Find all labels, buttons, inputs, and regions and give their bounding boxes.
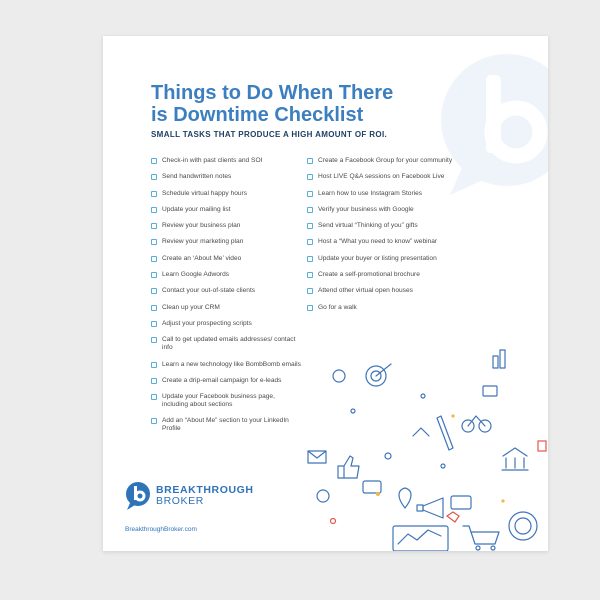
checkbox-icon[interactable] bbox=[151, 394, 157, 400]
checklist-item[interactable] bbox=[151, 377, 301, 385]
checkbox-icon[interactable] bbox=[307, 288, 313, 294]
checkbox-icon[interactable] bbox=[307, 191, 313, 197]
checkbox-icon[interactable] bbox=[151, 288, 157, 294]
checklist-item[interactable] bbox=[151, 206, 301, 214]
checklist-item-label: Verify your business with Google bbox=[318, 205, 414, 213]
checklist-item[interactable] bbox=[151, 287, 301, 295]
marketing-icons-illustration bbox=[293, 316, 548, 551]
checklist-item[interactable] bbox=[151, 336, 301, 352]
checkbox-icon[interactable] bbox=[151, 272, 157, 278]
page-subtitle: SMALL TASKS THAT PRODUCE A HIGH AMOUNT OF ROI. bbox=[151, 130, 388, 139]
bicycle-icon bbox=[462, 416, 491, 432]
checklist-item[interactable] bbox=[151, 238, 301, 246]
monitor-icon bbox=[393, 526, 448, 551]
checklist-item-label: Schedule virtual happy hours bbox=[162, 189, 248, 197]
breakthrough-logo-icon bbox=[125, 481, 151, 511]
checklist-item[interactable] bbox=[307, 238, 477, 246]
megaphone-icon bbox=[417, 498, 443, 518]
checklist-item[interactable] bbox=[307, 222, 477, 230]
checkbox-icon[interactable] bbox=[151, 337, 157, 343]
checklist-item-label: Call to get updated emails addresses/ contact info bbox=[162, 336, 296, 352]
checklist-item-label: Host a “What you need to know” webinar bbox=[318, 238, 438, 246]
checklist-item[interactable] bbox=[307, 157, 477, 165]
checklist-item[interactable] bbox=[307, 190, 477, 198]
checklist-item[interactable] bbox=[151, 393, 301, 409]
checklist-item-label: Create a drip-email campaign for e-leads bbox=[162, 376, 282, 384]
brand-lockup bbox=[125, 481, 254, 511]
checkbox-icon[interactable] bbox=[307, 256, 313, 262]
checklist-item-label: Review your business plan bbox=[162, 222, 241, 230]
checklist-item-label: Learn a new technology like BombBomb emails bbox=[162, 360, 301, 368]
dollar-coin-icon bbox=[317, 490, 329, 502]
bar-chart-icon bbox=[493, 350, 505, 368]
checklist-item-label: Learn how to use Instagram Stories bbox=[318, 189, 423, 197]
checklist-item-label: Attend other virtual open houses bbox=[318, 287, 413, 295]
checklist-item[interactable] bbox=[151, 361, 301, 369]
checklist-item-label: Create a self-promotional brochure bbox=[318, 271, 420, 279]
checklist-item-label: Update your Facebook business page, including about sections bbox=[162, 393, 275, 409]
building-icon bbox=[502, 448, 528, 470]
checkbox-icon[interactable] bbox=[307, 174, 313, 180]
checklist-item[interactable] bbox=[151, 190, 301, 198]
checklist-item-label: Host LIVE Q&A sessions on Facebook Live bbox=[318, 173, 445, 181]
checklist-column-2 bbox=[307, 157, 477, 320]
checkbox-icon[interactable] bbox=[307, 207, 313, 213]
checkbox-icon[interactable] bbox=[307, 272, 313, 278]
checkbox-icon[interactable] bbox=[151, 362, 157, 368]
page-title: Things to Do When There is Downtime Checklist bbox=[151, 82, 394, 126]
checkbox-icon[interactable] bbox=[151, 223, 157, 229]
checklist-item[interactable] bbox=[307, 304, 477, 312]
shopping-cart-icon bbox=[463, 526, 499, 550]
brand-name: BREAKTHROUGH bbox=[156, 484, 254, 496]
brand-subname: BROKER bbox=[156, 495, 204, 507]
checklist-item[interactable] bbox=[307, 206, 477, 214]
checkbox-icon[interactable] bbox=[307, 223, 313, 229]
checklist-item[interactable] bbox=[307, 173, 477, 181]
checklist-item[interactable] bbox=[307, 271, 477, 279]
checklist-item[interactable] bbox=[151, 222, 301, 230]
checklist-item[interactable] bbox=[307, 287, 477, 295]
checkbox-icon[interactable] bbox=[151, 191, 157, 197]
location-pin-icon bbox=[399, 488, 411, 508]
checklist-item[interactable] bbox=[151, 173, 301, 181]
checklist-item-label: Review your marketing plan bbox=[162, 238, 244, 246]
checkbox-icon[interactable] bbox=[151, 305, 157, 311]
checkbox-icon[interactable] bbox=[151, 207, 157, 213]
checkbox-icon[interactable] bbox=[151, 239, 157, 245]
checkbox-icon[interactable] bbox=[151, 174, 157, 180]
checklist-item-label: Send virtual “Thinking of you” gifts bbox=[318, 222, 418, 230]
gauge-icon bbox=[509, 512, 537, 540]
checklist-page bbox=[103, 36, 548, 551]
checklist-item-label: Update your mailing list bbox=[162, 205, 231, 213]
checklist-column-1 bbox=[151, 157, 301, 442]
checkbox-icon[interactable] bbox=[151, 256, 157, 262]
checklist-item-label: Update your buyer or listing presentation bbox=[318, 254, 437, 262]
website-link[interactable]: BreakthroughBroker.com bbox=[125, 526, 197, 533]
checklist-item-label: Add an “About Me” section to your LinkedIn Profile bbox=[162, 417, 289, 433]
checklist-item[interactable] bbox=[151, 304, 301, 312]
checkbox-icon[interactable] bbox=[307, 239, 313, 245]
checklist-item-label: Send handwritten notes bbox=[162, 173, 232, 181]
thumbs-up-icon bbox=[338, 456, 359, 478]
checkbox-icon[interactable] bbox=[151, 158, 157, 164]
checklist-item-label: Create a Facebook Group for your community bbox=[318, 157, 453, 164]
checklist-item-label: Create an ‘About Me’ video bbox=[162, 254, 242, 262]
target-icon bbox=[366, 364, 391, 386]
checklist-item[interactable] bbox=[151, 417, 301, 433]
pen-icon bbox=[437, 416, 453, 450]
checkbox-icon[interactable] bbox=[307, 305, 313, 311]
checklist-item[interactable] bbox=[151, 271, 301, 279]
checklist-item-label: Check-in with past clients and SOI bbox=[162, 157, 263, 164]
checklist-item-label: Learn Google Adwords bbox=[162, 271, 230, 279]
checklist-item[interactable] bbox=[151, 255, 301, 263]
speech-bubble-icon bbox=[451, 496, 471, 509]
dollar-coin-icon bbox=[333, 370, 345, 382]
checkbox-icon[interactable] bbox=[151, 321, 157, 327]
checklist-item[interactable] bbox=[151, 320, 301, 328]
checkbox-icon[interactable] bbox=[151, 378, 157, 384]
envelope-icon bbox=[308, 451, 326, 463]
speech-bubble-icon bbox=[363, 481, 381, 493]
checklist-item-label: Clean up your CRM bbox=[162, 303, 220, 311]
checklist-item[interactable] bbox=[307, 255, 477, 263]
checkbox-icon[interactable] bbox=[307, 158, 313, 164]
checklist-item[interactable] bbox=[151, 157, 301, 165]
checklist-item-label: Contact your out-of-state clients bbox=[162, 287, 256, 295]
checklist-item-label: Go for a walk bbox=[318, 303, 357, 311]
checklist-item-label: Adjust your prospecting scripts bbox=[162, 319, 252, 327]
checkbox-icon[interactable] bbox=[151, 418, 157, 424]
